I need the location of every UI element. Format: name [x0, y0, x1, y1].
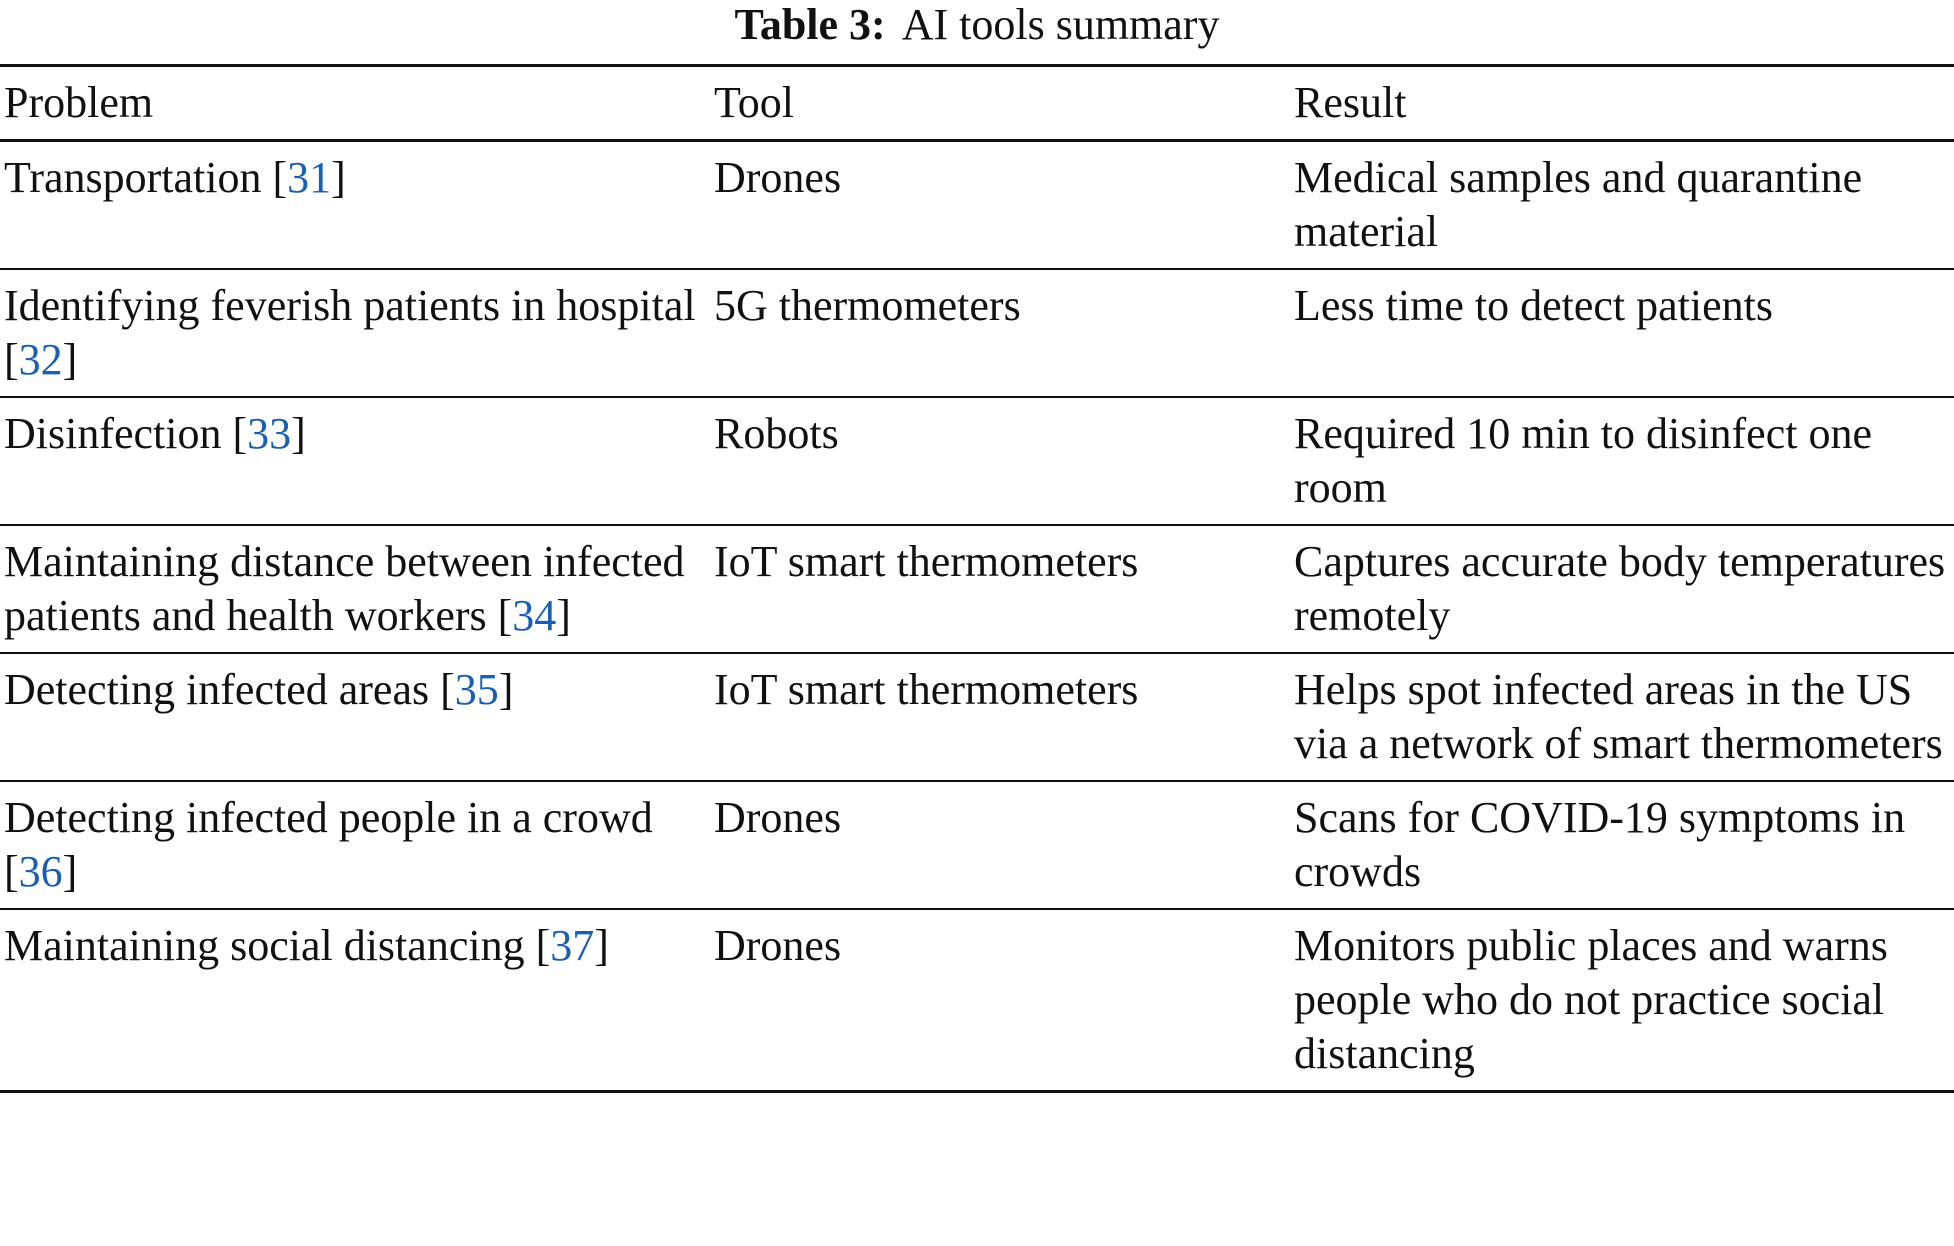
citation-link[interactable]: 36 [18, 847, 63, 896]
problem-text: Detecting infected areas [4, 665, 430, 714]
result-cell: Scans for COVID-19 symptoms in crowds [1290, 781, 1954, 909]
table-row [0, 653, 1954, 781]
tool-cell: IoT smart thermometers [710, 525, 1290, 653]
table-row [0, 781, 1954, 909]
column-header-problem: Problem [0, 66, 710, 141]
citation-link[interactable]: 33 [247, 409, 292, 458]
tool-cell: Drones [710, 781, 1290, 909]
problem-text: Maintaining distance between infected patients and health workers [4, 537, 685, 640]
table-row [0, 269, 1954, 397]
tool-cell: Robots [710, 397, 1290, 525]
problem-cell: Detecting infected people in a crowd [36] [0, 781, 710, 909]
citation-link[interactable]: 35 [454, 665, 499, 714]
result-cell: Required 10 min to disinfect one room [1290, 397, 1954, 525]
result-cell: Monitors public places and warns people who do not practice social distancing [1290, 909, 1954, 1092]
problem-cell: Disinfection [33] [0, 397, 710, 525]
column-header-tool: Tool [710, 66, 1290, 141]
citation-link[interactable]: 31 [287, 153, 332, 202]
tool-cell: Drones [710, 909, 1290, 1092]
tool-cell: Drones [710, 141, 1290, 270]
citation-link[interactable]: 32 [18, 335, 63, 384]
table-row [0, 909, 1954, 1092]
problem-cell: Detecting infected areas [35] [0, 653, 710, 781]
table-caption-label: Table 3: [734, 0, 886, 49]
problem-cell: Maintaining social distancing [37] [0, 909, 710, 1092]
problem-text: Disinfection [4, 409, 222, 458]
tool-cell: 5G thermometers [710, 269, 1290, 397]
citation-link[interactable]: 34 [512, 591, 557, 640]
problem-cell: Transportation [31] [0, 141, 710, 270]
table-row [0, 141, 1954, 270]
problem-text: Transportation [4, 153, 262, 202]
table-row [0, 397, 1954, 525]
result-cell: Less time to detect patients [1290, 269, 1954, 397]
ai-tools-summary-table [0, 64, 1954, 1093]
table-row [0, 525, 1954, 653]
problem-cell: Maintaining distance between infected patients and health workers [34] [0, 525, 710, 653]
table-caption-title: AI tools summary [901, 0, 1220, 49]
tool-cell: IoT smart thermometers [710, 653, 1290, 781]
problem-text: Maintaining social distancing [4, 921, 525, 970]
problem-text: Detecting infected people in a crowd [4, 793, 653, 842]
problem-text: Identifying feverish patients in hospital [4, 281, 696, 330]
table-caption [0, 0, 1954, 50]
result-cell: Medical samples and quarantine material [1290, 141, 1954, 270]
citation-link[interactable]: 37 [550, 921, 595, 970]
result-cell: Helps spot infected areas in the US via a network of smart thermometers [1290, 653, 1954, 781]
problem-cell: Identifying feverish patients in hospital [32] [0, 269, 710, 397]
table-header-row [0, 66, 1954, 141]
column-header-result: Result [1290, 66, 1954, 141]
result-cell: Captures accurate body temperatures remotely [1290, 525, 1954, 653]
